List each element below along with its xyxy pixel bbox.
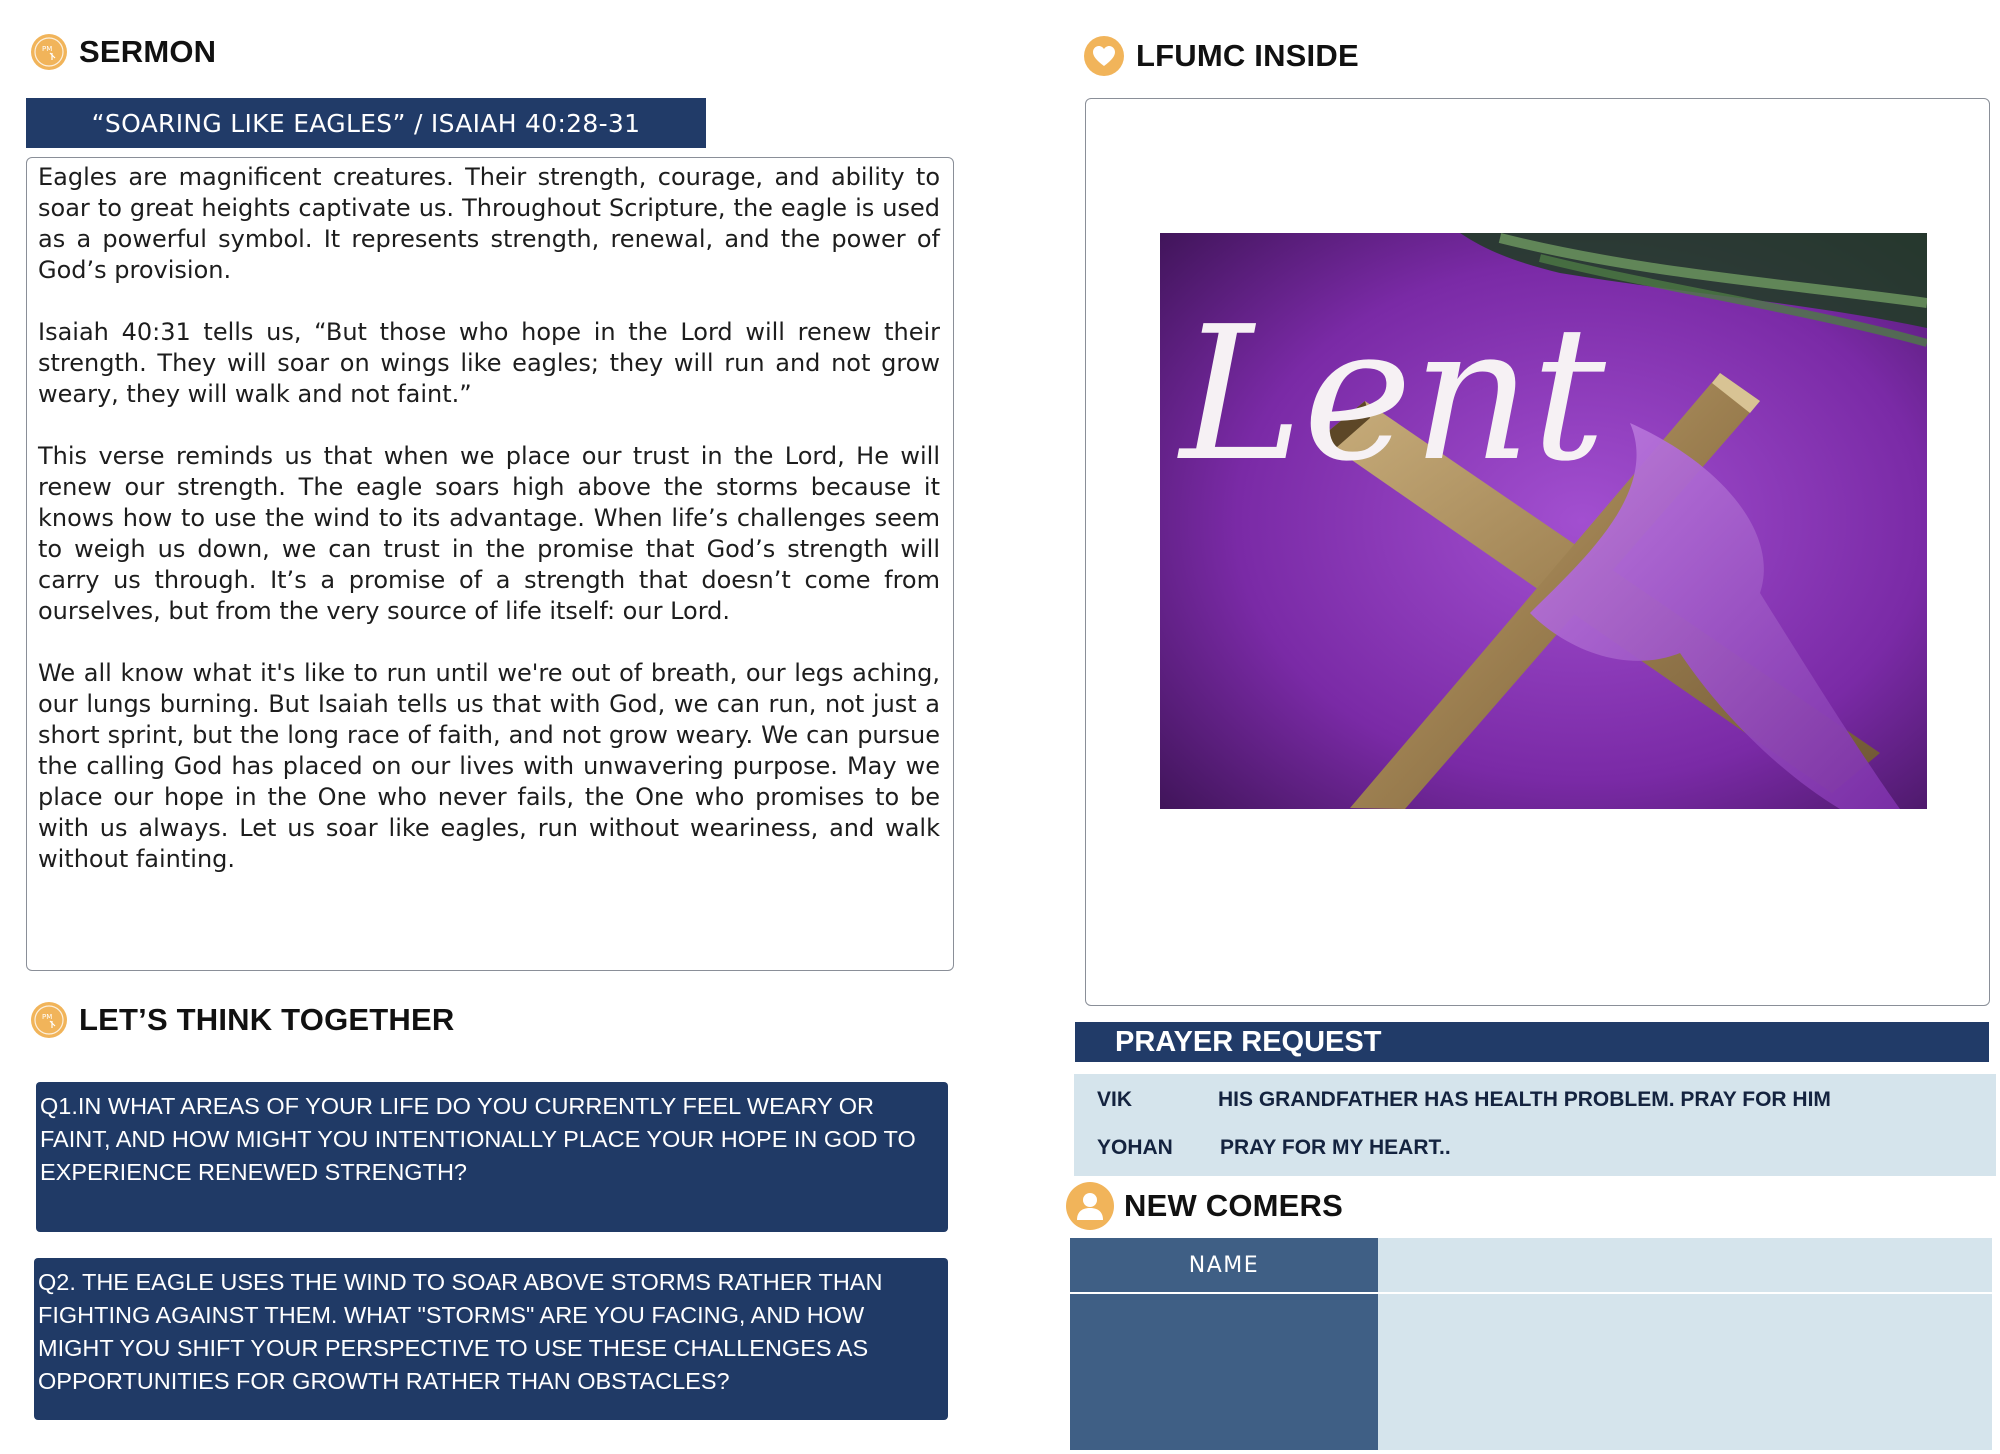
church-logo-icon — [31, 34, 67, 70]
heart-icon — [1084, 36, 1124, 76]
prayer-request-header: PRAYER REQUEST — [1075, 1022, 1989, 1062]
prayer-name: YOHAN — [1097, 1136, 1173, 1159]
lent-script-text: Lent — [1180, 286, 1606, 502]
prayer-request-list — [1074, 1074, 1996, 1176]
person-icon — [1066, 1182, 1114, 1230]
section-title-sermon: SERMON — [79, 34, 217, 69]
sermon-title-banner: “SOARING LIKE EAGLES” / ISAIAH 40:28-31 — [26, 98, 706, 148]
newcomers-entry-column — [1378, 1238, 1992, 1450]
question-1: Q1.IN WHAT AREAS OF YOUR LIFE DO YOU CURRENTLY FEEL WEARY OR FAINT, AND HOW MIGHT YOU INTENTIONALLY PLACE YOUR HOPE IN GOD TO EXPERIENCE RENEWED STRENGTH? — [36, 1082, 948, 1232]
sermon-paragraph: Isaiah 40:31 tells us, “But those who hope in the Lord will renew their strength. They will soar on wings like eagles; they will run and not grow weary, they will walk and not faint.” — [38, 318, 940, 408]
section-title-think: LET’S THINK TOGETHER — [79, 1002, 455, 1037]
prayer-name: VIK — [1097, 1088, 1133, 1111]
think-header — [31, 1002, 454, 1038]
inside-header — [1084, 36, 1359, 76]
sermon-paragraph: Eagles are magnificent creatures. Their strength, courage, and ability to soar to great heights captivate us. Throughout Scripture, the eagle is used as a powerful symbol. It represents strength, renewal, and the power of God’s provision. — [38, 163, 940, 284]
section-title-inside: LFUMC INSIDE — [1136, 38, 1359, 73]
svg-text:PM: PM — [42, 1013, 53, 1021]
newcomers-name-header: NAME — [1188, 1252, 1260, 1278]
svg-text:PM: PM — [42, 45, 53, 53]
table-divider — [1070, 1292, 1992, 1294]
church-logo-icon — [31, 1002, 67, 1038]
prayer-text: HIS GRANDFATHER HAS HEALTH PROBLEM. PRAY FOR HIM — [1218, 1088, 1831, 1111]
sermon-paragraph: This verse reminds us that when we place our trust in the Lord, He will renew our strength. The eagle soars high above the storms because it knows how to use the wind to its advantage. When life’s challenges seem to weigh us down, we can trust in the promise that God’s strength will carry us through. It’s a promise of a strength that doesn’t come from ourselves, but from the very source of life itself: our Lord. — [38, 442, 940, 625]
newcomers-header — [1066, 1182, 1343, 1230]
lent-cross-image — [1160, 233, 1927, 809]
prayer-text: PRAY FOR MY HEART.. — [1220, 1136, 1451, 1159]
sermon-text-box — [26, 157, 954, 971]
sermon-paragraph: We all know what it's like to run until we're out of breath, our legs aching, our lungs burning. But Isaiah tells us that with God, we can run, not just a short sprint, but the long race of faith, and not grow weary. We can pursue the calling God has placed on our lives with unwavering purpose. May we place our hope in the One who never fails, the One who promises to be with us always. Let us soar like eagles, run without weariness, and walk without fainting. — [38, 659, 940, 873]
section-title-newcomers: NEW COMERS — [1124, 1188, 1343, 1223]
sermon-header — [31, 34, 216, 70]
newcomers-table — [1070, 1238, 1992, 1450]
question-2: Q2. THE EAGLE USES THE WIND TO SOAR ABOVE STORMS RATHER THAN FIGHTING AGAINST THEM. WHAT "STORMS" ARE YOU FACING, AND HOW MIGHT YOU SHIFT YOUR PERSPECTIVE TO USE THESE CHALLENGES AS OPPORTUNITIES FOR GROWTH RATHER THAN OBSTACLES? — [34, 1258, 948, 1420]
